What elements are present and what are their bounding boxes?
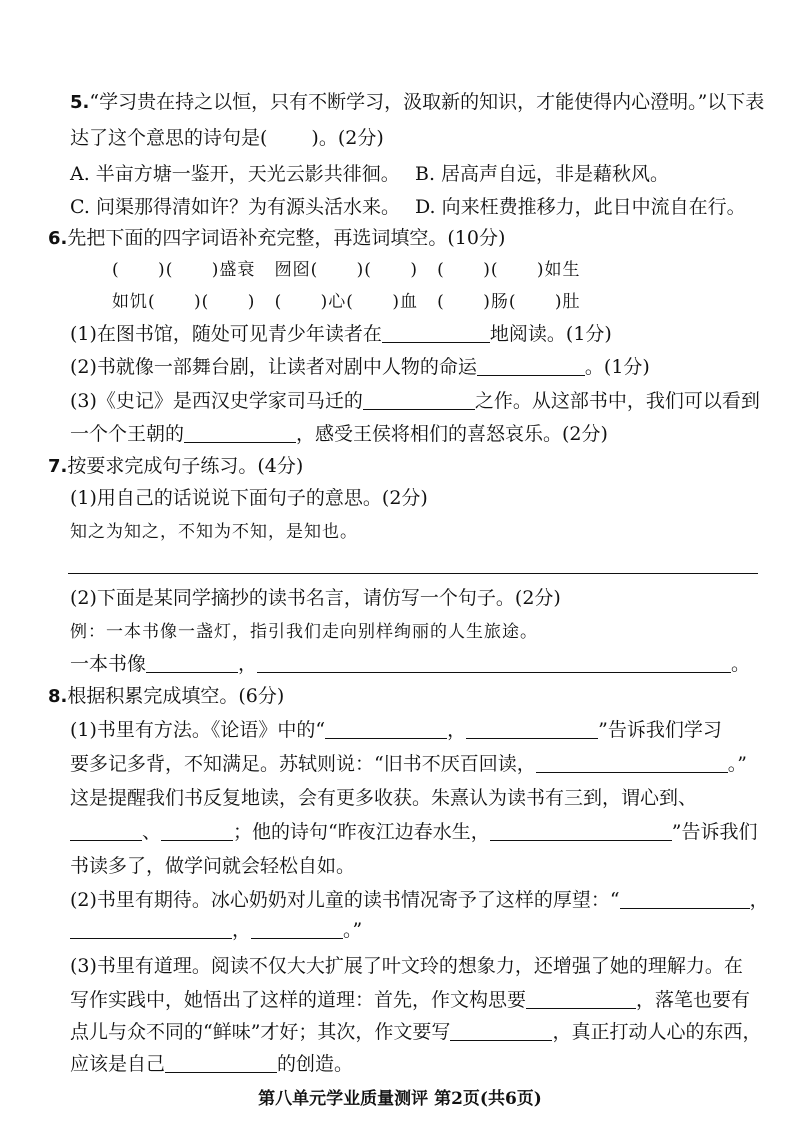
- q8-stem: [48, 682, 760, 711]
- q7-stem-text: 按要求完成句子练习。(4分): [67, 455, 304, 477]
- q8-p2-blank2[interactable]: [70, 918, 232, 939]
- q8-p3-text: 写作实践中，她悟出了这样的道理：首先，作文构思要: [70, 989, 527, 1011]
- q8-p3-line2: [70, 986, 760, 1014]
- q7-answer-line[interactable]: [68, 573, 758, 574]
- q8-p1-text: ，: [447, 719, 467, 741]
- q6-sub3-text: (3)《史记》是西汉史学家司马迁的: [70, 390, 363, 412]
- q8-p3-text: 应该是自己: [70, 1053, 166, 1075]
- q8-p2-line2: [70, 916, 760, 944]
- q8-p1-text: (1)书里有方法。《论语》中的“: [70, 719, 326, 741]
- q8-p3-line4: [70, 1050, 760, 1078]
- q5-option-d: D. 向来枉费推移力，此日中流自在行。: [415, 196, 746, 218]
- q6-sub3-text: 之作。从这部书中，我们可以看到: [474, 390, 760, 412]
- q7-imitate-blank1[interactable]: [146, 652, 238, 673]
- q8-p1-text: 。”: [727, 753, 747, 775]
- q8-p1-line3: 这是提醒我们书反复地读，会有更多收获。朱熹认为读书有三到，谓心到、: [70, 787, 698, 809]
- q7-imitate-text: ，: [238, 653, 258, 675]
- page-footer: 第八单元学业质量测评 第2页(共6页): [258, 1089, 542, 1109]
- q5-stem-text: “学习贵在持之以恒，只有不断学习，汲取新的知识，才能使得内心澄明。”以下表: [89, 91, 765, 113]
- q8-p1-line1: [70, 716, 760, 744]
- q8-p3-text: ，真正打动人心的东西，: [552, 1021, 762, 1043]
- q8-p2-blank3[interactable]: [251, 918, 343, 939]
- q5-number: 5.: [70, 92, 90, 113]
- q8-p1-blank4[interactable]: [70, 820, 142, 841]
- q8-p2-text: (2)书里有期待。冰心奶奶对儿童的读书情况寄予了这样的厚望：“: [70, 889, 620, 911]
- q6-stem: [48, 224, 760, 253]
- q8-p3-text: 点儿与众不同的“鲜味”才好；其次，作文要写: [70, 1021, 451, 1043]
- q8-p1-blank3[interactable]: [536, 752, 728, 773]
- q6-sub2: [70, 353, 760, 381]
- q8-p2-text: ，: [749, 889, 769, 911]
- q5-stem-line1: [70, 88, 765, 117]
- q8-p2-text: 。”: [343, 919, 363, 941]
- q6-sub3-blank2[interactable]: [184, 422, 296, 443]
- q8-p1-text: 要多记多背，不知满足。苏轼则说：“旧书不厌百回读，: [70, 753, 536, 775]
- q6-sub1-text: (1)在图书馆，随处可见青少年读者在: [70, 323, 382, 345]
- q8-p2-blank1[interactable]: [620, 888, 750, 909]
- q6-sub2-text: (2)书就像一部舞台剧，让读者对剧中人物的命运: [70, 356, 477, 378]
- q8-p1-text: ”告诉我们: [671, 821, 758, 843]
- q6-idiom-row2: 如饥( )( ) ( )心( )血 ( )肠( )肚: [112, 292, 581, 312]
- q5-stem-part: )。(2分): [311, 127, 384, 149]
- q6-sub1-blank[interactable]: [382, 322, 490, 343]
- q6-sub3-text: ，感受王侯将相们的喜怒哀乐。(2分): [296, 423, 608, 445]
- q8-p1-blank1[interactable]: [325, 718, 447, 739]
- q5-stem-line2: [70, 124, 760, 152]
- q6-sub1-text: 地阅读。(1分): [489, 323, 612, 345]
- q6-sub3-text: 一个个王朝的: [70, 423, 185, 445]
- q7-sub2: (2)下面是某同学摘抄的读书名言，请仿写一个句子。(2分): [70, 587, 561, 609]
- q6-sub3-blank1[interactable]: [363, 389, 475, 410]
- q7-number: 7.: [48, 456, 68, 477]
- q5-option-a: A. 半亩方塘一鉴开，天光云影共徘徊。: [70, 163, 400, 185]
- q8-p3-line3: [70, 1018, 760, 1046]
- q7-stem: [48, 452, 760, 481]
- q6-sub1: [70, 320, 760, 348]
- q8-p1-blank5[interactable]: [161, 820, 233, 841]
- q8-p1-text: ；他的诗句“昨夜江边春水生，: [233, 821, 490, 843]
- q6-sub2-blank[interactable]: [477, 355, 585, 376]
- q6-number: 6.: [48, 228, 68, 249]
- q7-quote: 知之为知之，不知为不知，是知也。: [70, 522, 358, 542]
- q6-sub3-line1: [70, 387, 760, 415]
- q6-sub2-text: 。(1分): [584, 356, 650, 378]
- q7-imitate-line: [70, 650, 760, 678]
- q8-p1-blank2[interactable]: [466, 718, 598, 739]
- q6-idiom-row1: ( )( )盛衰 囫囵( )( ) ( )( )如生: [112, 260, 581, 280]
- q8-p1-text: 、: [142, 821, 162, 843]
- q7-example: 例：一本书像一盏灯，指引我们走向别样绚丽的人生旅途。: [70, 622, 538, 642]
- q7-sub1: (1)用自己的话说说下面句子的意思。(2分): [70, 487, 428, 509]
- q8-p1-line4: [70, 818, 760, 846]
- q5-options-row1: [70, 160, 760, 188]
- q8-p3-text: 的创造。: [277, 1053, 354, 1075]
- q5-option-c: C. 问渠那得清如许？为有源头活水来。: [70, 196, 400, 218]
- q7-imitate-blank2[interactable]: [257, 652, 731, 673]
- q8-p2-text: ，: [232, 919, 252, 941]
- q8-p3-blank3[interactable]: [165, 1052, 277, 1073]
- q8-p3-text: ，落笔也要有: [636, 989, 751, 1011]
- q6-sub3-line2: [70, 420, 760, 448]
- q6-stem-text: 先把下面的四字词语补充完整，再选词填空。(10分): [67, 227, 506, 249]
- q8-p1-line2: [70, 750, 760, 778]
- q8-p3-blank1[interactable]: [526, 988, 636, 1009]
- q5-stem-part: 达了这个意思的诗句是(: [70, 127, 268, 149]
- q8-p2-line1: [70, 886, 769, 914]
- q8-p3-blank2[interactable]: [450, 1020, 552, 1041]
- q8-stem-text: 根据积累完成填空。(6分): [67, 685, 285, 707]
- q8-number: 8.: [48, 686, 68, 707]
- q8-p1-blank6[interactable]: [490, 820, 672, 841]
- q5-option-b: B. 居高声自远，非是藉秋风。: [415, 163, 670, 185]
- q7-imitate-text: 一本书像: [70, 653, 147, 675]
- q5-options-row2: [70, 193, 760, 221]
- q8-p3-line1: (3)书里有道理。阅读不仅大大扩展了叶文玲的想象力，还增强了她的理解力。在: [70, 955, 743, 977]
- q8-p1-line5: 书读多了，做学问就会轻松自如。: [70, 855, 356, 877]
- q8-p1-text: ”告诉我们学习: [598, 719, 722, 741]
- q7-imitate-text: 。: [731, 653, 751, 675]
